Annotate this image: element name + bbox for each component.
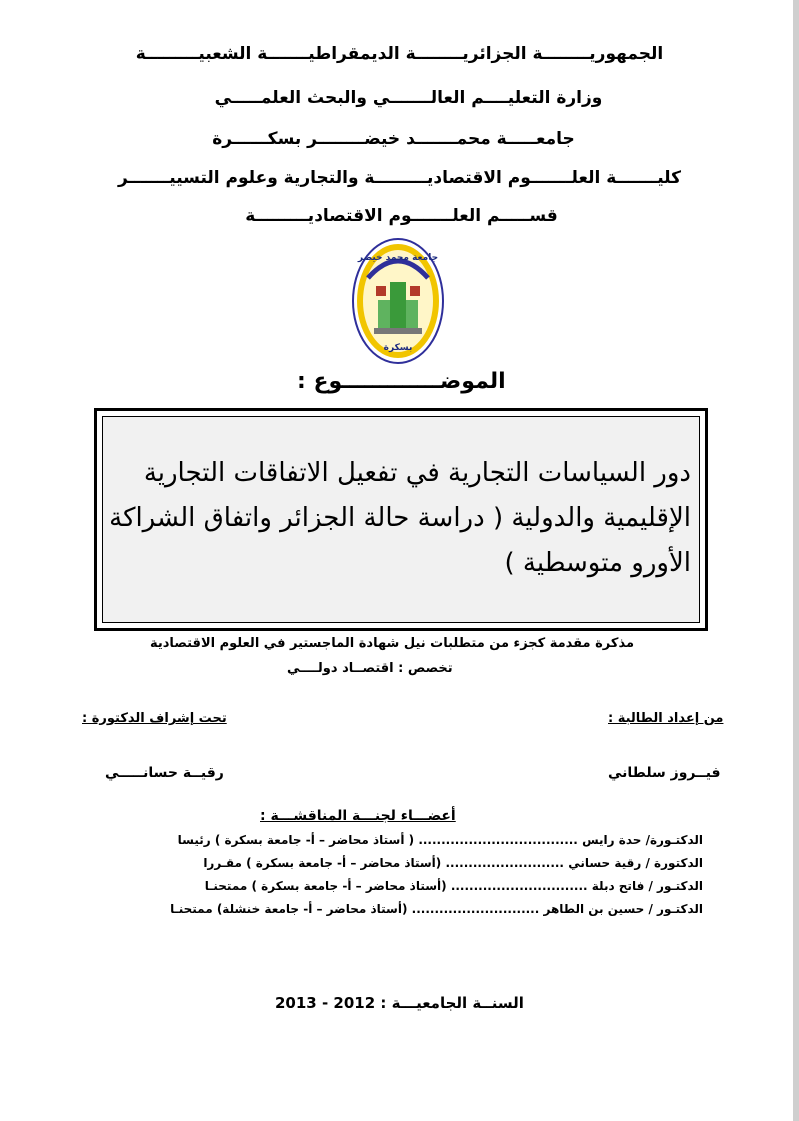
department-line: قســـــم العلـــــــوم الاقتصاديـــــــــة bbox=[245, 206, 558, 226]
prepared-by-label: من إعداد الطالبة : bbox=[608, 711, 724, 726]
republic-line: الجمهوريــــــــة الجزائريــــــــة الديمقراطيـــــــة الشعبيـــــــــة bbox=[135, 44, 664, 64]
title-box-inner bbox=[102, 416, 700, 623]
thesis-title: دور السياسات التجارية في تفعيل الاتفاقات التجارية الإقليمية والدولية ( دراسة حالة الجزائر واتفاق الشراكة الأورو متوسطية ) bbox=[109, 458, 691, 578]
member-dots: ............................ bbox=[411, 902, 540, 916]
specialty-line: تخصص : اقتصــاد دولــــي bbox=[287, 661, 453, 676]
logo-brick bbox=[410, 286, 420, 296]
logo-column bbox=[378, 300, 390, 328]
thesis-description: مذكرة مقدمة كجزء من متطلبات نيل شهادة الماجستير في العلوم الاقتصادية bbox=[150, 636, 634, 651]
supervisor-name: رقيــة حسانـــــي bbox=[105, 765, 224, 781]
student-name: فيــروز سلطاني bbox=[608, 765, 721, 781]
logo-arc-text: جامعة محمد خيضر bbox=[357, 253, 439, 263]
committee-member bbox=[128, 833, 703, 847]
academic-year: السنــة الجامعيـــة : 2012 - 2013 bbox=[275, 994, 524, 1012]
committee-member bbox=[128, 902, 703, 916]
faculty-line: كليـــــــة العلـــــــوم الاقتصاديـــــــــة والتجارية وعلوم التسييـــــــر bbox=[118, 168, 681, 188]
university-line: جامعـــــة محمـــــــد خيضــــــــر بسكــــــرة bbox=[212, 129, 575, 149]
member-rank: (أستاذ محاضر – أ- جامعة خنشلة) ممتحنـا bbox=[170, 902, 408, 916]
member-rank: (أستاذ محاضر – أ- جامعة بسكرة ) مقـررا bbox=[203, 856, 442, 870]
committee-member bbox=[128, 856, 703, 870]
supervised-by-label: تحت إشراف الدكتورة : bbox=[82, 711, 227, 726]
university-logo bbox=[352, 238, 444, 364]
ministry-line: وزارة التعليــــم العالـــــــي والبحث العلمـــــي bbox=[214, 88, 603, 108]
title-box bbox=[94, 408, 708, 631]
committee-member bbox=[128, 879, 703, 893]
member-name: الدكتـور / فاتح دبلة bbox=[591, 879, 703, 893]
committee-heading: أعضـــاء لجنـــة المناقشـــة : bbox=[260, 808, 456, 824]
member-rank: ( أستاذ محاضر – أ- جامعة بسكرة ) رئيسا bbox=[177, 833, 415, 847]
subject-label: الموضـــــــــــــوع : bbox=[297, 369, 506, 394]
member-dots: ................................... bbox=[418, 833, 578, 847]
logo-brick bbox=[376, 286, 386, 296]
member-dots: .............................. bbox=[450, 879, 588, 893]
member-name: الدكتورة / رقية حساني bbox=[568, 856, 703, 870]
logo-base bbox=[374, 328, 422, 334]
logo-column bbox=[406, 300, 418, 328]
member-name: الدكتـورة/ حدة رايس bbox=[582, 833, 703, 847]
logo-tower bbox=[390, 282, 406, 328]
member-dots: .......................... bbox=[445, 856, 564, 870]
member-rank: (أستاذ محاضر – أ- جامعة بسكرة ) ممتحنـا bbox=[204, 879, 447, 893]
member-name: الدكتـور / حسين بن الطاهر bbox=[543, 902, 703, 916]
logo-city-text: بسكرة bbox=[383, 343, 413, 353]
